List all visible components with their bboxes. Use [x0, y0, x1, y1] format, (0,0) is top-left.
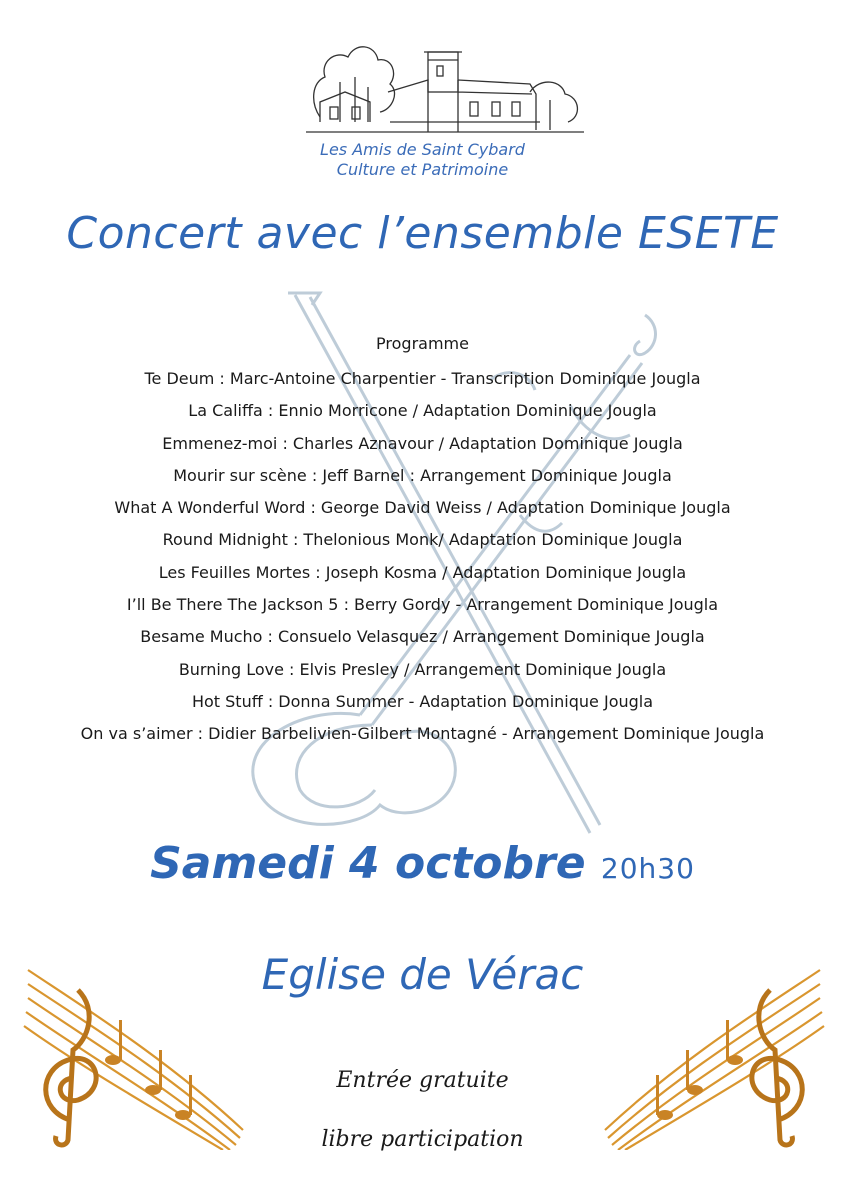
programme-item: I’ll Be There The Jackson 5 : Berry Gordy - Arrangement Dominique Jougla	[126, 595, 719, 615]
event-date-line	[0, 838, 845, 889]
participation-note: libre participation	[321, 1127, 524, 1152]
programme-item: On va s’aimer : Didier Barbelivien-Gilbert Montagné - Arrangement Dominique Jougla	[80, 724, 765, 744]
association-subtitle: Culture et Patrimoine	[336, 160, 509, 179]
entry-note: Entrée gratuite	[336, 1068, 509, 1093]
event-date: Samedi 4 octobre	[150, 838, 586, 889]
programme-list	[0, 331, 845, 751]
association-name: Les Amis de Saint Cybard	[320, 140, 525, 159]
programme-item: Hot Stuff : Donna Summer - Adaptation Dominique Jougla	[191, 691, 654, 711]
programme-item: La Califfa : Ennio Morricone / Adaptation Dominique Jougla	[188, 401, 657, 421]
programme-item: Te Deum : Marc-Antoine Charpentier - Transcription Dominique Jougla	[144, 369, 701, 388]
programme-item: Emmenez-moi : Charles Aznavour / Adaptation Dominique Jougla	[162, 433, 683, 453]
event-time: 20h30	[600, 852, 695, 885]
programme-item: What A Wonderful Word : George David Weiss / Adaptation Dominique Jougla	[114, 498, 731, 518]
programme-item: Besame Mucho : Consuelo Velasquez / Arrangement Dominique Jougla	[140, 627, 705, 647]
programme-heading: Programme	[376, 334, 469, 353]
programme-item: Les Feuilles Mortes : Joseph Kosma / Adaptation Dominique Jougla	[158, 562, 687, 582]
event-venue: Eglise de Vérac	[261, 950, 584, 999]
programme-item: Round Midnight : Thelonious Monk/ Adaptation Dominique Jougla	[162, 530, 683, 550]
programme-item: Mourir sur scène : Jeff Barnel : Arrangement Dominique Jougla	[173, 465, 672, 485]
church-sketch-icon	[300, 22, 590, 142]
programme-item: Burning Love : Elvis Presley / Arrangement Dominique Jougla	[178, 659, 667, 679]
concert-title: Concert avec l’ensemble ESETE	[66, 208, 779, 259]
